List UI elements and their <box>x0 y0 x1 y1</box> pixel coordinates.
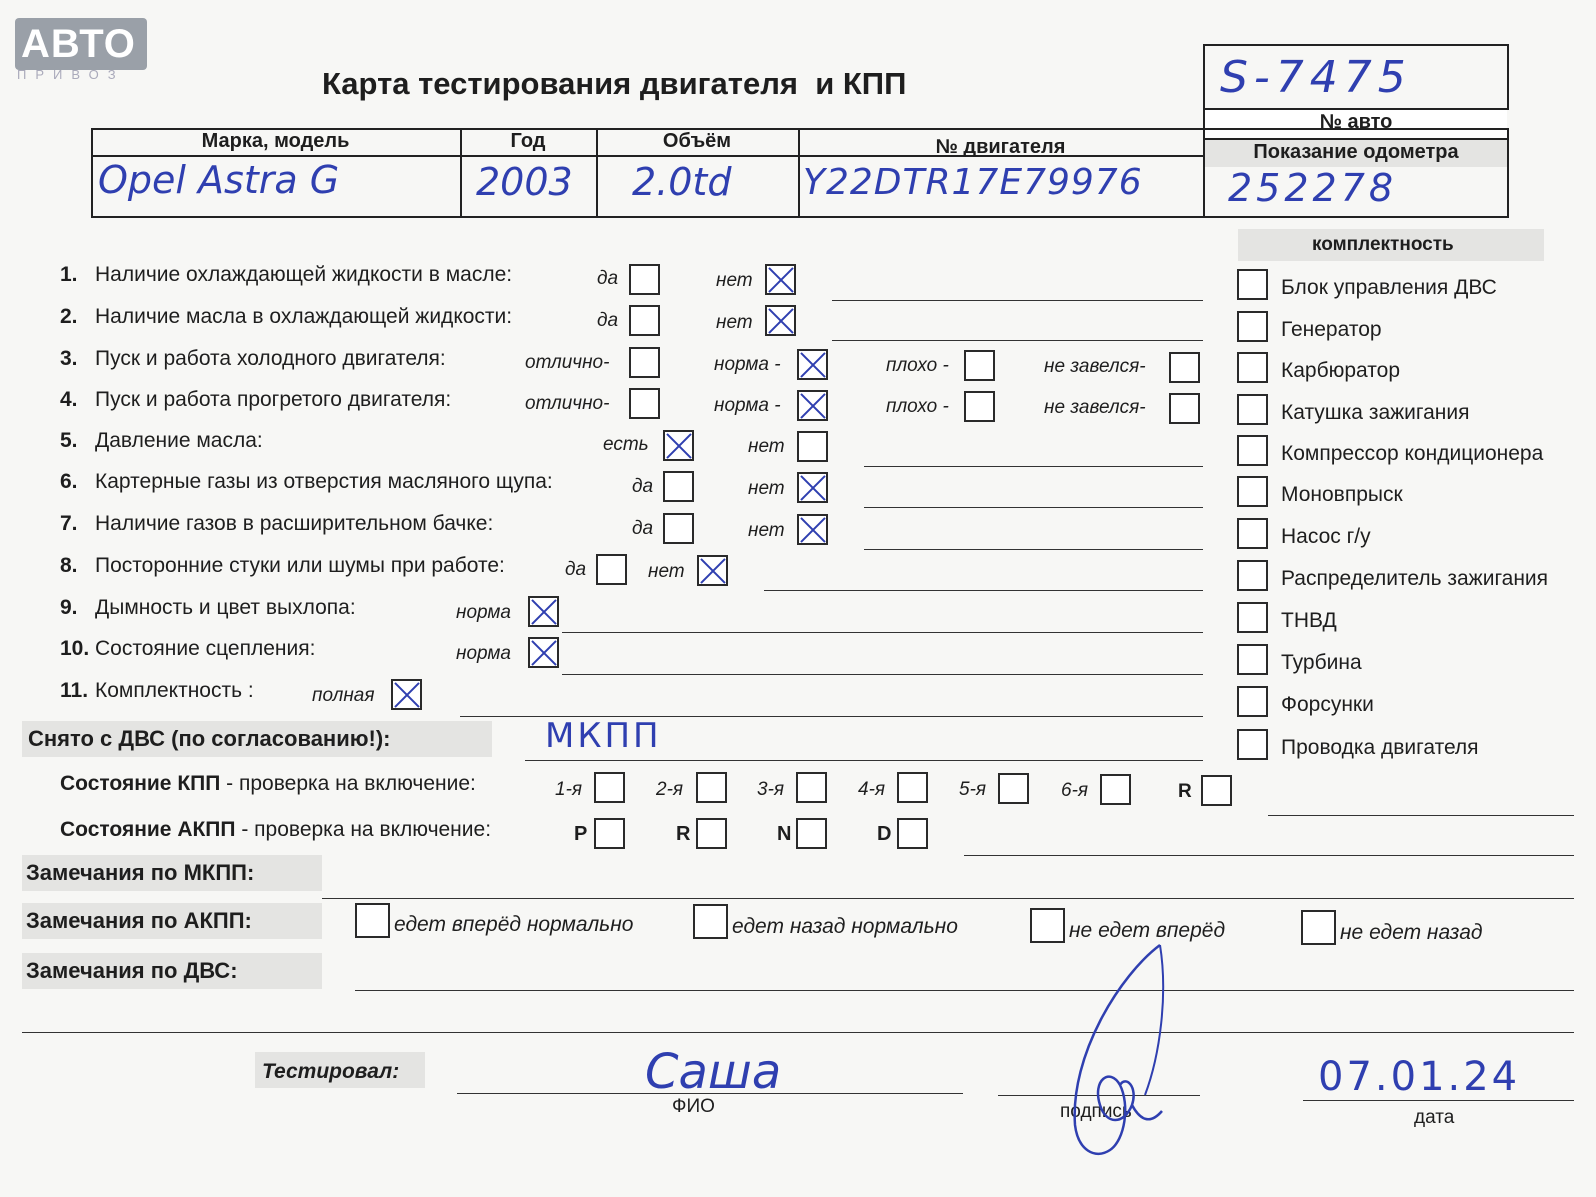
akpp-backward-ok-checkbox[interactable] <box>693 904 728 939</box>
option-checkbox[interactable] <box>964 391 995 422</box>
option-checkbox[interactable] <box>528 637 559 668</box>
mode-checkbox[interactable] <box>796 818 827 849</box>
checkbox[interactable] <box>1237 311 1268 342</box>
completeness-item-label: Распределитель зажигания <box>1281 567 1549 590</box>
gear-checkbox[interactable] <box>594 772 625 803</box>
remarks-extra-line <box>22 1032 1574 1033</box>
row-label: Посторонние стуки или шумы при работе: <box>95 554 505 577</box>
option-label: да <box>632 518 654 539</box>
option-checkbox[interactable] <box>629 347 660 378</box>
year-value: 2003 <box>476 160 573 204</box>
checkbox[interactable] <box>1237 644 1268 675</box>
option-label: не завелся- <box>1044 356 1146 377</box>
tester-name-value: Саша <box>645 1044 782 1100</box>
option-label: да <box>597 310 619 331</box>
row-label: Пуск и работа прогретого двигателя: <box>95 388 452 411</box>
remarks-dvs-line <box>355 990 1574 991</box>
notes-line <box>562 674 1203 675</box>
completeness-item-label: Катушка зажигания <box>1281 401 1470 424</box>
completeness-item-label: Турбина <box>1281 651 1362 674</box>
row-number: 10. <box>60 637 90 660</box>
option-checkbox[interactable] <box>765 305 796 336</box>
gear-label: 5-я <box>959 779 987 800</box>
row-label: Наличие масла в охлаждающей жидкости: <box>95 305 513 328</box>
option-checkbox[interactable] <box>797 514 828 545</box>
checkbox[interactable] <box>1237 602 1268 633</box>
checkbox[interactable] <box>1237 686 1268 717</box>
option-label: есть <box>603 434 649 455</box>
page-title: Карта тестирования двигателя и КПП <box>322 66 907 101</box>
option-label: норма - <box>714 395 781 416</box>
gear-label: 1-я <box>555 779 583 800</box>
gear-checkbox[interactable] <box>1201 775 1232 806</box>
gear-checkbox[interactable] <box>796 772 827 803</box>
remarks-dvs-label: Замечания по ДВС: <box>26 958 238 983</box>
checkbox[interactable] <box>1237 729 1268 760</box>
row-label: Дымность и цвет выхлопа: <box>95 596 356 619</box>
col-engine-header: № двигателя <box>935 136 1066 158</box>
completeness-item-label: Моновпрыск <box>1281 483 1403 506</box>
col-year-header: Год <box>510 130 546 152</box>
option-checkbox[interactable] <box>596 554 627 585</box>
kpp-label-rest: - проверка на включение: <box>220 772 476 795</box>
option-label: нет <box>716 270 753 291</box>
option-label: норма - <box>714 354 781 375</box>
volume-value: 2.0td <box>632 160 732 204</box>
akpp-no-backward-label: не едет назад <box>1340 921 1483 944</box>
option-label: норма <box>456 643 511 664</box>
row-label: Картерные газы из отверстия масляного щупа: <box>95 470 553 493</box>
logo-subtext: ПРИВОЗ <box>17 67 125 82</box>
option-label: нет <box>748 520 785 541</box>
notes-line <box>864 466 1203 467</box>
completeness-item-label: Генератор <box>1281 318 1382 341</box>
option-label: да <box>597 268 619 289</box>
row-label: Наличие газов в расширительном бачке: <box>95 512 494 535</box>
engine-no-value: Y22DTR17E79976 <box>803 162 1143 203</box>
akpp-backward-ok-label: едет назад нормально <box>732 915 958 938</box>
akpp-forward-ok-checkbox[interactable] <box>355 903 390 938</box>
remarks-akpp-label: Замечания по АКПП: <box>26 908 252 933</box>
mode-label: D <box>877 823 892 845</box>
row-number: 7. <box>60 512 78 535</box>
notes-line <box>562 632 1203 633</box>
option-checkbox[interactable] <box>391 679 422 710</box>
option-label: плохо - <box>886 396 949 417</box>
completeness-item-label: Компрессор кондиционера <box>1281 442 1544 465</box>
option-label: да <box>565 559 587 580</box>
checkbox[interactable] <box>1237 269 1268 300</box>
removed-label: Снято с ДВС (по согласованию!): <box>28 726 391 751</box>
odometer-value: 252278 <box>1228 166 1398 210</box>
mode-checkbox[interactable] <box>696 818 727 849</box>
option-label: полная <box>312 685 375 706</box>
remarks-mkpp-line <box>322 898 1574 899</box>
checkbox[interactable] <box>1237 352 1268 383</box>
row-number: 1. <box>60 263 78 286</box>
completeness-item-label: Карбюратор <box>1281 359 1401 382</box>
notes-line <box>864 549 1203 550</box>
row-label: Комплектность : <box>95 679 254 702</box>
option-checkbox[interactable] <box>964 350 995 381</box>
car-number-value: S-7475 <box>1220 52 1412 103</box>
option-checkbox[interactable] <box>797 390 828 421</box>
date-label: дата <box>1414 1107 1455 1128</box>
signature-image <box>1050 935 1185 1165</box>
date-line <box>1303 1100 1574 1101</box>
option-label: нет <box>748 478 785 499</box>
kpp-label-bold: Состояние КПП <box>60 772 221 795</box>
mode-checkbox[interactable] <box>594 818 625 849</box>
row-label: Состояние сцепления: <box>95 637 316 660</box>
option-checkbox[interactable] <box>797 472 828 503</box>
option-checkbox[interactable] <box>629 264 660 295</box>
row-number: 8. <box>60 554 78 577</box>
option-label: плохо - <box>886 355 949 376</box>
removed-line <box>525 760 1203 761</box>
kpp-notes-line <box>1268 815 1574 816</box>
option-checkbox[interactable] <box>663 513 694 544</box>
option-checkbox[interactable] <box>797 431 828 462</box>
remarks-mkpp-label: Замечания по МКПП: <box>26 860 255 885</box>
checkbox[interactable] <box>1237 560 1268 591</box>
kpp-label <box>60 772 476 796</box>
car-number-label: № авто <box>1319 111 1393 133</box>
checkbox[interactable] <box>1237 518 1268 549</box>
option-label: норма <box>456 602 511 623</box>
option-checkbox[interactable] <box>663 430 694 461</box>
option-checkbox[interactable] <box>765 264 796 295</box>
row-number: 11. <box>60 679 89 702</box>
row-label: Пуск и работа холодного двигателя: <box>95 347 446 370</box>
row-number: 2. <box>60 305 78 328</box>
checkbox[interactable] <box>1237 435 1268 466</box>
completeness-item-label: Блок управления ДВС <box>1281 276 1497 299</box>
option-label: отлично- <box>525 393 610 414</box>
gear-label: 6-я <box>1061 780 1089 801</box>
option-checkbox[interactable] <box>1169 393 1200 424</box>
row-label: Давление масла: <box>95 429 263 452</box>
gear-label: R <box>1178 781 1192 802</box>
odometer-header-line <box>1203 138 1509 140</box>
option-checkbox[interactable] <box>697 555 728 586</box>
option-label: нет <box>748 436 785 457</box>
notes-line <box>764 590 1203 591</box>
option-checkbox[interactable] <box>629 305 660 336</box>
completeness-item-label: Форсунки <box>1281 693 1374 716</box>
gear-label: 3-я <box>757 779 785 800</box>
row-number: 6. <box>60 470 78 493</box>
option-checkbox[interactable] <box>1169 352 1200 383</box>
option-checkbox[interactable] <box>663 471 694 502</box>
row-label: Наличие охлаждающей жидкости в масле: <box>95 263 513 286</box>
removed-value: МКПП <box>545 716 662 756</box>
akpp-no-backward-checkbox[interactable] <box>1301 910 1336 945</box>
option-label: да <box>632 476 654 497</box>
option-label: нет <box>648 561 685 582</box>
row-number: 4. <box>60 388 78 411</box>
gear-checkbox[interactable] <box>1100 774 1131 805</box>
option-label: нет <box>716 312 753 333</box>
completeness-item-label: Проводка двигателя <box>1281 736 1479 759</box>
akpp-forward-ok-label: едет вперёд нормально <box>394 913 634 936</box>
signature-label: подпись <box>1060 1101 1132 1122</box>
akpp-label <box>60 818 491 842</box>
option-checkbox[interactable] <box>528 596 559 627</box>
akpp-no-forward-label: не едет вперёд <box>1069 919 1226 942</box>
completeness-item-label: Насос г/у <box>1281 525 1371 548</box>
gear-checkbox[interactable] <box>696 772 727 803</box>
notes-line <box>832 300 1203 301</box>
option-label: не завелся- <box>1044 397 1146 418</box>
option-checkbox[interactable] <box>797 349 828 380</box>
mode-label: N <box>777 823 792 845</box>
col-odometer-header: Показание одометра <box>1253 141 1459 163</box>
gear-label: 2-я <box>656 779 684 800</box>
mode-label: P <box>574 823 588 845</box>
row-number: 5. <box>60 429 78 452</box>
option-label: отлично- <box>525 352 610 373</box>
akpp-notes-line <box>964 855 1574 856</box>
date-value: 07.01.24 <box>1318 1054 1521 1100</box>
completeness-item-label: ТНВД <box>1281 609 1337 632</box>
col-make-header: Марка, модель <box>201 130 350 152</box>
col-volume-header: Объём <box>662 130 732 152</box>
gear-label: 4-я <box>858 779 886 800</box>
notes-line <box>864 507 1203 508</box>
option-checkbox[interactable] <box>629 388 660 419</box>
row-number: 3. <box>60 347 78 370</box>
row-number: 9. <box>60 596 78 619</box>
akpp-label-rest: - проверка на включение: <box>235 818 492 841</box>
checkbox[interactable] <box>1237 394 1268 425</box>
fio-label: ФИО <box>672 1096 715 1117</box>
checkbox[interactable] <box>1237 476 1268 507</box>
completeness-title: комплектность <box>1312 234 1454 255</box>
mode-checkbox[interactable] <box>897 818 928 849</box>
logo-text: АВТО <box>21 22 136 66</box>
gear-checkbox[interactable] <box>897 772 928 803</box>
akpp-label-bold: Состояние АКПП <box>60 818 236 841</box>
logo <box>15 18 147 70</box>
gear-checkbox[interactable] <box>998 773 1029 804</box>
make-value: Opel Astra G <box>98 158 340 202</box>
notes-line <box>832 340 1203 341</box>
mode-label: R <box>676 823 691 845</box>
fio-line <box>457 1093 963 1094</box>
tested-label: Тестировал: <box>262 1060 400 1083</box>
